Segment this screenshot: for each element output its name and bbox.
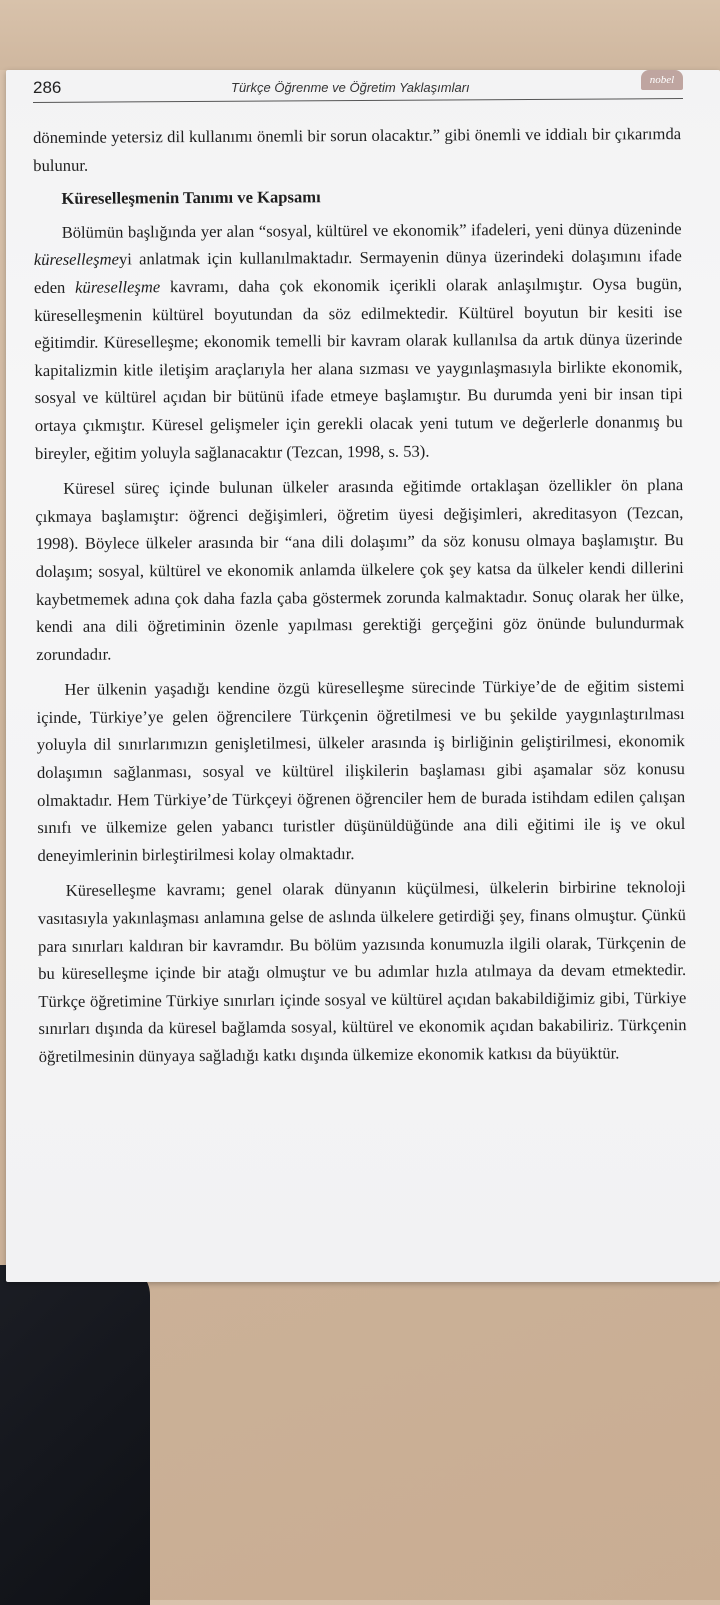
- page-header: [33, 74, 683, 102]
- page-number: 286: [33, 78, 62, 97]
- dark-object: [0, 1265, 150, 1605]
- paragraph-1: [34, 215, 684, 467]
- running-title: Türkçe Öğrenme ve Öğretim Yaklaşımları: [231, 80, 470, 95]
- paragraph-3: Her ülkenin yaşadığı kendine özgü küreselleşme sürecinde Türkiye’de de eğitim sistemi içinde, Türkiye’ye gelen öğrencilere Türkçenin öğretilmesi ve bu şekilde yaygınlaştırılması yoluyla dil sınırlarımızın genişletilmesi, ülkeler arasında iş birliğinin geliştirilmesi, ekonomik dolaşımın sağlanması, sosyal ve kültürel ilişkilerin başlaması gibi aşamalar söz konusu olmaktadır. Hem Türkiye’de Türkçeyi öğrenen öğrenciler hem de burada istihdam edilen çalışan sınıfı ve ülkemize gelen yabancı turistler düşünüldüğünde ana dili eğitimi ile iş ve okul deneyimlerinin birleştirilmesi kolay olmaktadır.: [36, 676, 686, 865]
- body-text: [33, 120, 687, 1071]
- paragraph-2: Küresel süreç içinde bulunan ülkeler arasında eğitimde ortaklaşan özellikler ön plana çıkmaya başlamıştır: öğrenci değişimleri, öğretim üyesi değişimleri, akreditasyon (Tezcan, 1998). Böylece ülkeler arasında bir “ana dili dolaşımı” da söz konusu olmaya başlamıştır. Bu dolaşım; sosyal, kültürel ve ekonomik anlamda ülkelere çok şey katsa da ülkeler kendi dillerini kaybetmemek adına çok daha fazla çaba göstermek zorunda kalmaktadır. Sonuç olarak her ülke, kendi ana dili öğretiminin özenle yapılması gerektiği gerçeğini göz önünde bulundurmak zorundadır.: [35, 475, 685, 664]
- p1-text-e: kavramı, daha çok ekonomik içerikli olarak anlaşılmıştır. Oysa bugün, küreselleşmenin kültürel boyutundan da söz edilmektedir. Kültürel boyutun bir kesiti ise eğitimdir. Küreselleşme; ekonomik temelli bir kavram olarak kullanılsa da artık dünya üzerinde kapitalizmin kitle iletişim araçlarıyla her alana sızması ve yaygınlaşmasıyla birlikte ekonomik, sosyal ve kültürel açıdan bir bütünü ifade etmeye başlamıştır. Bu durumda yeni bir insan tipi ortaya çıkmıştır. Küresel gelişmeler için gerekli olacak yeni tutum ve değerlerle donanmış bu bireyler, eğitim yoluyla sağlanacaktır (Tezcan, 1998, s. 53).: [34, 274, 683, 463]
- p1-text-c: yi anlatmak için kullanılmaktadır. Sermayenin dünya üzerindeki dolaşımını ifade eden: [33, 246, 682, 297]
- p1-italic-term-1: küreselleşme: [33, 249, 119, 270]
- section-heading: Küreselleşmenin Tanımı ve Kapsamı: [61, 187, 321, 209]
- intro-paragraph: döneminde yetersiz dil kullanımı önemli bir sorun olacaktır.” gibi önemli ve iddialı bir çıkarımda bulunur.: [33, 124, 682, 175]
- table-surface: [0, 0, 720, 70]
- p1-text-a: Bölümün başlığında yer alan “sosyal, kültürel ve ekonomik” ifadeleri, yeni dünya düzeninde: [61, 218, 682, 242]
- publisher-logo: nobel: [641, 70, 683, 90]
- p1-italic-term-2: küreselleşme: [75, 277, 161, 297]
- paragraph-4: Küreselleşme kavramı; genel olarak dünyanın küçülmesi, ülkelerin birbirine teknoloji vasıtasıyla yakınlaşması anlamına gelse de aslında ülkelere getirdiği şey, finans olmuştur. Çünkü para sınırları kaldıran bir kavramdır. Bu bölüm yazısında konumuzla ilgili olarak, Türkçenin de bu küreselleşme içinde bir atağı olmuştur ve bu adımlar hızla atılmaya da devam etmektedir. Türkçe öğretimine Türkiye sınırları içinde sosyal ve kültürel açıdan bakabildiğimiz gibi, Türkiye sınırları dışında da küresel bağlamda sosyal, kültürel ve ekonomik açıdan bakabiliriz. Türkçenin öğretilmesinin dünyaya sağladığı katkı dışında ülkemize ekonomik katkısı da büyüktür.: [37, 877, 687, 1066]
